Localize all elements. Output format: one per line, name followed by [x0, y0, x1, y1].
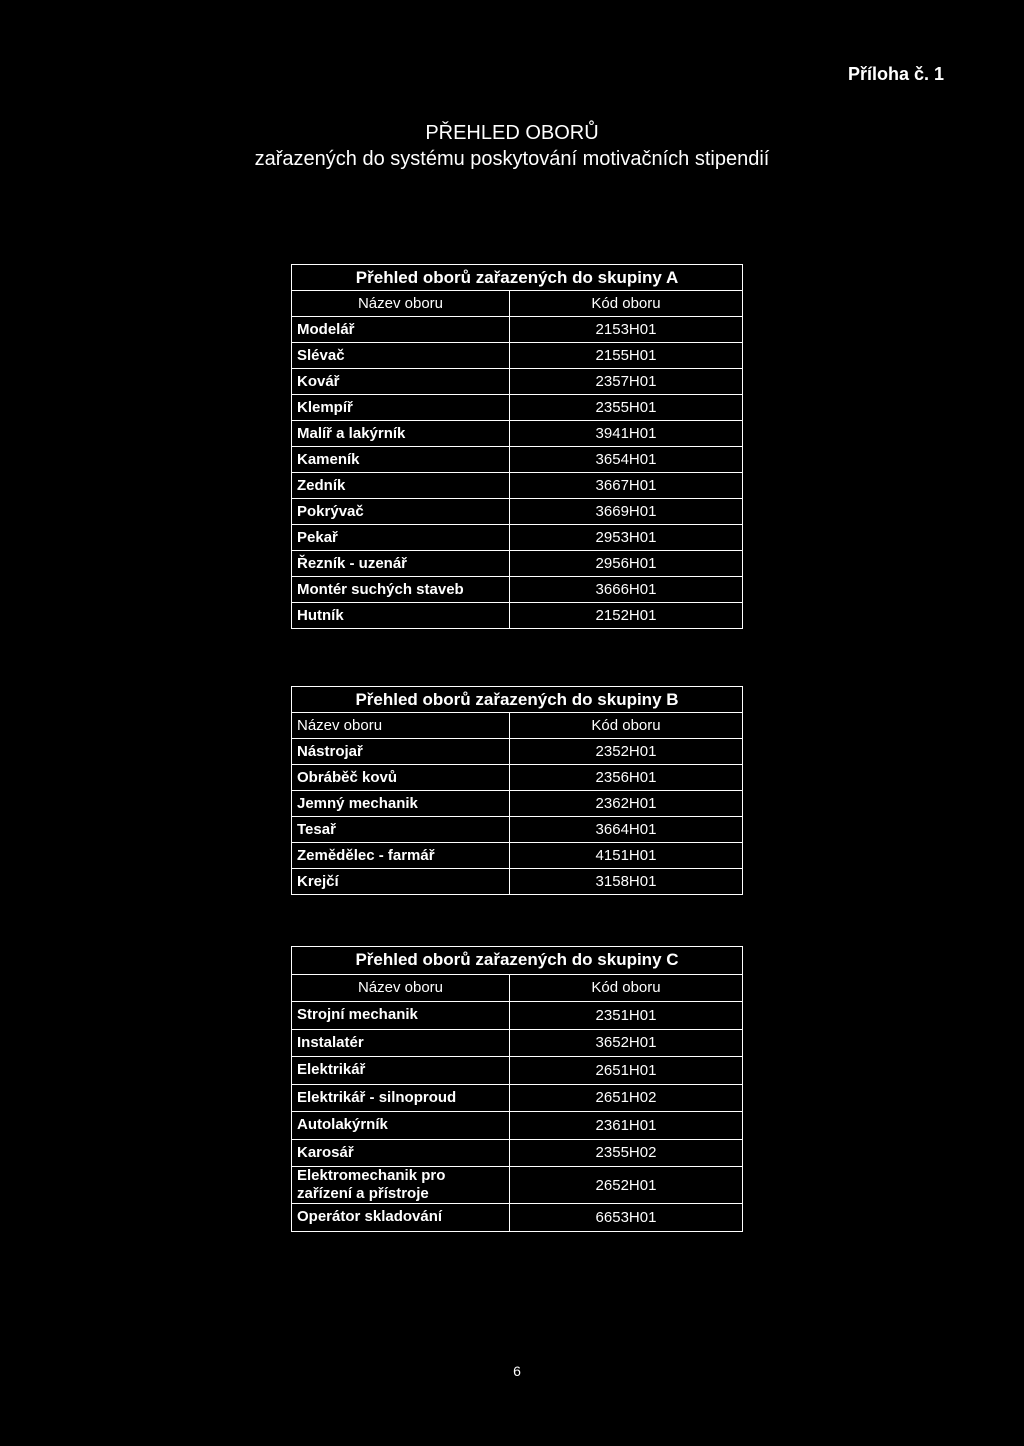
obor-name-cell: Klempíř: [292, 395, 510, 421]
obor-code-cell: 3666H01: [510, 577, 743, 603]
table-row: [292, 395, 743, 421]
obor-code-cell: 3941H01: [510, 421, 743, 447]
table-row: [292, 791, 743, 817]
table-row: [292, 1112, 743, 1140]
table-row: [292, 1167, 743, 1204]
table-row: [292, 603, 743, 629]
attachment-label: Příloha č. 1: [847, 64, 944, 84]
table-row: [292, 473, 743, 499]
obor-code-cell: 2352H01: [510, 739, 743, 765]
obor-name-cell: Elektromechanik pro zařízení a přístroje: [292, 1167, 510, 1204]
obor-code-cell: 2355H01: [510, 395, 743, 421]
obor-name-cell: Krejčí: [292, 869, 510, 895]
obor-code-cell: 3667H01: [510, 473, 743, 499]
table-caption: Přehled oborů zařazených do skupiny A: [292, 265, 743, 291]
obor-code-cell: 2357H01: [510, 369, 743, 395]
obor-name-cell: Kameník: [292, 447, 510, 473]
table-row: [292, 525, 743, 551]
table-row: [292, 1002, 743, 1030]
group-b-table: [291, 686, 743, 895]
table-row: [292, 343, 743, 369]
obor-name-cell: Pekař: [292, 525, 510, 551]
obor-name-cell: Slévač: [292, 343, 510, 369]
page-subtitle: zařazených do systému poskytování motivačních stipendií: [254, 148, 770, 170]
obor-code-cell: 3158H01: [510, 869, 743, 895]
table-row: [292, 499, 743, 525]
obor-name-cell: Elektrikář - silnoproud: [292, 1084, 510, 1112]
group-a-table: [291, 264, 743, 629]
table-caption: Přehled oborů zařazených do skupiny B: [292, 687, 743, 713]
obor-name-cell: Kovář: [292, 369, 510, 395]
obor-name-cell: Elektrikář: [292, 1057, 510, 1085]
obor-name-cell: Nástrojař: [292, 739, 510, 765]
obor-name-cell: Řezník - uzenář: [292, 551, 510, 577]
column-header-name: Název oboru: [292, 291, 510, 317]
column-header-name: Název oboru: [292, 974, 510, 1002]
obor-code-cell: 2956H01: [510, 551, 743, 577]
obor-code-cell: 2351H01: [510, 1002, 743, 1030]
table-row: [292, 1057, 743, 1085]
table-row: [292, 447, 743, 473]
obor-name-cell: Obráběč kovů: [292, 765, 510, 791]
obor-code-cell: 2153H01: [510, 317, 743, 343]
column-header-code: Kód oboru: [510, 974, 743, 1002]
obor-name-cell: Strojní mechanik: [292, 1002, 510, 1030]
table-row: [292, 577, 743, 603]
table-row: [292, 551, 743, 577]
obor-name-cell: Pokrývač: [292, 499, 510, 525]
obor-name-cell: Hutník: [292, 603, 510, 629]
obor-code-cell: 3669H01: [510, 499, 743, 525]
obor-name-cell: Tesař: [292, 817, 510, 843]
table-row: [292, 1084, 743, 1112]
obor-name-cell: Jemný mechanik: [292, 791, 510, 817]
table-row: [292, 739, 743, 765]
obor-name-cell: Instalatér: [292, 1029, 510, 1057]
obor-code-cell: 6653H01: [510, 1204, 743, 1232]
table-row: [292, 1139, 743, 1167]
table-row: [292, 1204, 743, 1232]
obor-code-cell: 2155H01: [510, 343, 743, 369]
table-row: [292, 1029, 743, 1057]
group-c-table: [291, 946, 743, 1232]
table-caption: Přehled oborů zařazených do skupiny C: [292, 947, 743, 975]
obor-code-cell: 2651H02: [510, 1084, 743, 1112]
page-title: PŘEHLED OBORŮ: [425, 122, 599, 144]
obor-code-cell: 4151H01: [510, 843, 743, 869]
table-row: [292, 869, 743, 895]
table-row: [292, 817, 743, 843]
obor-code-cell: 2362H01: [510, 791, 743, 817]
obor-name-cell: Zedník: [292, 473, 510, 499]
obor-code-cell: 2152H01: [510, 603, 743, 629]
obor-code-cell: 2953H01: [510, 525, 743, 551]
obor-code-cell: 2652H01: [510, 1167, 743, 1204]
obor-code-cell: 2651H01: [510, 1057, 743, 1085]
table-row: [292, 421, 743, 447]
obor-name-cell: Karosář: [292, 1139, 510, 1167]
obor-code-cell: 3652H01: [510, 1029, 743, 1057]
obor-code-cell: 2361H01: [510, 1112, 743, 1140]
obor-name-cell: Autolakýrník: [292, 1112, 510, 1140]
obor-code-cell: 2356H01: [510, 765, 743, 791]
obor-name-cell: Modelář: [292, 317, 510, 343]
document-heading: [0, 120, 1024, 172]
table-row: [292, 317, 743, 343]
table-row: [292, 765, 743, 791]
obor-code-cell: 3664H01: [510, 817, 743, 843]
obor-code-cell: 3654H01: [510, 447, 743, 473]
column-header-code: Kód oboru: [510, 713, 743, 739]
page-number: 6: [513, 1363, 521, 1379]
column-header-code: Kód oboru: [510, 291, 743, 317]
obor-code-cell: 2355H02: [510, 1139, 743, 1167]
table-row: [292, 369, 743, 395]
obor-name-cell: Zemědělec - farmář: [292, 843, 510, 869]
obor-name-cell: Malíř a lakýrník: [292, 421, 510, 447]
obor-name-cell: Montér suchých staveb: [292, 577, 510, 603]
obor-name-cell: Operátor skladování: [292, 1204, 510, 1232]
table-row: [292, 843, 743, 869]
column-header-name: Název oboru: [292, 713, 510, 739]
